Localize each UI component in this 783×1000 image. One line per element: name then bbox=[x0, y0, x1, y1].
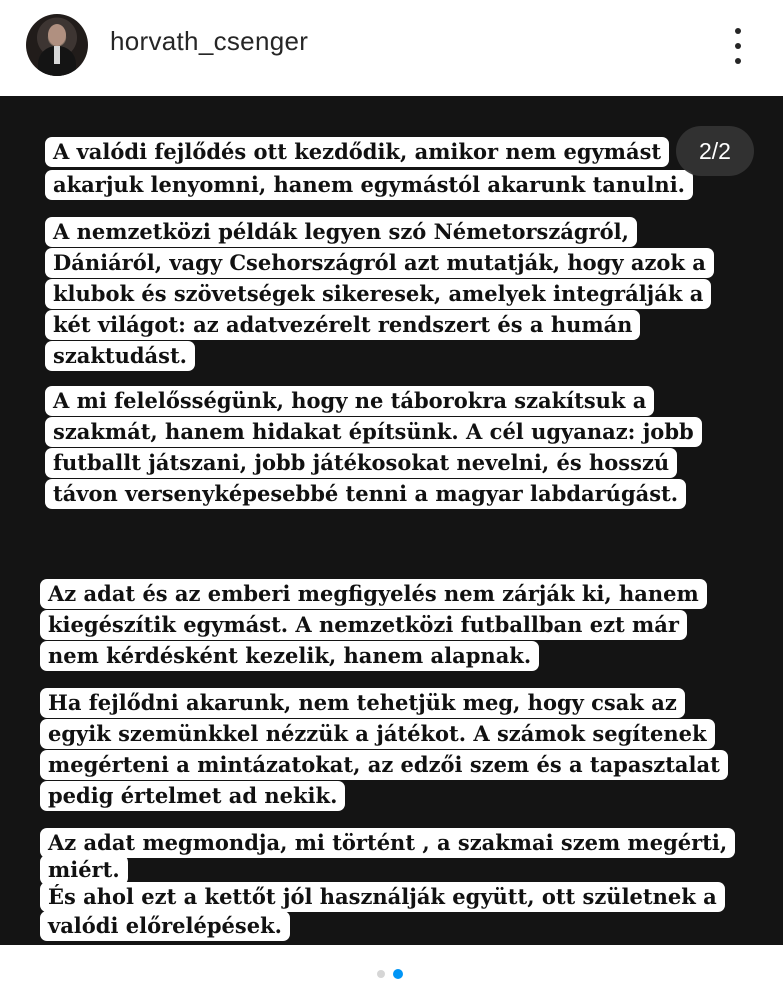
post-image[interactable] bbox=[0, 96, 783, 945]
text-line: pedig értelmet ad nekik. bbox=[40, 781, 345, 811]
avatar-face bbox=[48, 24, 66, 46]
carousel-pagination bbox=[0, 945, 783, 1000]
text-line: Ha fejlődni akarunk, nem tehetjük meg, hogy csak az bbox=[40, 688, 685, 718]
text-line: A mi felelősségünk, hogy ne táborokra szakítsuk a bbox=[45, 386, 654, 416]
text-line: futballt játszani, jobb játékosokat nevelni, és hosszú bbox=[45, 448, 677, 478]
text-line: És ahol ezt a kettőt jól használják együtt, ott születnek a bbox=[40, 882, 725, 912]
text-line: Az adat megmondja, mi történt , a szakmai szem megérti, bbox=[40, 828, 735, 858]
pagination-dot-2-active[interactable] bbox=[393, 969, 403, 979]
text-line: Az adat és az emberi megfigyelés nem zárják ki, hanem bbox=[40, 579, 707, 609]
avatar[interactable] bbox=[26, 14, 88, 76]
text-line: A nemzetközi példák legyen szó Németországról, bbox=[45, 217, 637, 247]
more-vertical-icon[interactable] bbox=[724, 24, 752, 68]
text-line: miért. bbox=[40, 855, 128, 885]
avatar-shirt bbox=[54, 46, 60, 64]
text-line: megérteni a mintázatokat, az edzői szem és a tapasztalat bbox=[40, 750, 728, 780]
text-line: akarjuk lenyomni, hanem egymástól akarunk tanulni. bbox=[45, 170, 693, 200]
more-dot bbox=[735, 28, 741, 34]
text-line: távon versenyképesebbé tenni a magyar labdarúgást. bbox=[45, 479, 686, 509]
text-line: klubok és szövetségek sikeresek, amelyek integrálják a bbox=[45, 279, 711, 309]
text-line: valódi előrelépések. bbox=[40, 911, 290, 941]
text-line: A valódi fejlődés ott kezdődik, amikor nem egymást bbox=[45, 137, 669, 167]
username-link[interactable]: horvath_csenger bbox=[110, 26, 309, 56]
post-header bbox=[0, 0, 783, 96]
slide-counter: 2/2 bbox=[676, 126, 754, 176]
text-line: kiegészítik egymást. A nemzetközi futballban ezt már bbox=[40, 610, 687, 640]
text-line: szakmát, hanem hidakat építsünk. A cél ugyanaz: jobb bbox=[45, 417, 702, 447]
more-dot bbox=[735, 43, 741, 49]
text-line: két világot: az adatvezérelt rendszert és a humán bbox=[45, 310, 640, 340]
text-line: egyik szemünkkel nézzük a játékot. A számok segítenek bbox=[40, 719, 715, 749]
more-dot bbox=[735, 58, 741, 64]
text-line: nem kérdésként kezelik, hanem alapnak. bbox=[40, 641, 539, 671]
text-line: Dániáról, vagy Csehországról azt mutatják, hogy azok a bbox=[45, 248, 714, 278]
text-line: szaktudást. bbox=[45, 341, 195, 371]
pagination-dot-1[interactable] bbox=[377, 970, 385, 978]
